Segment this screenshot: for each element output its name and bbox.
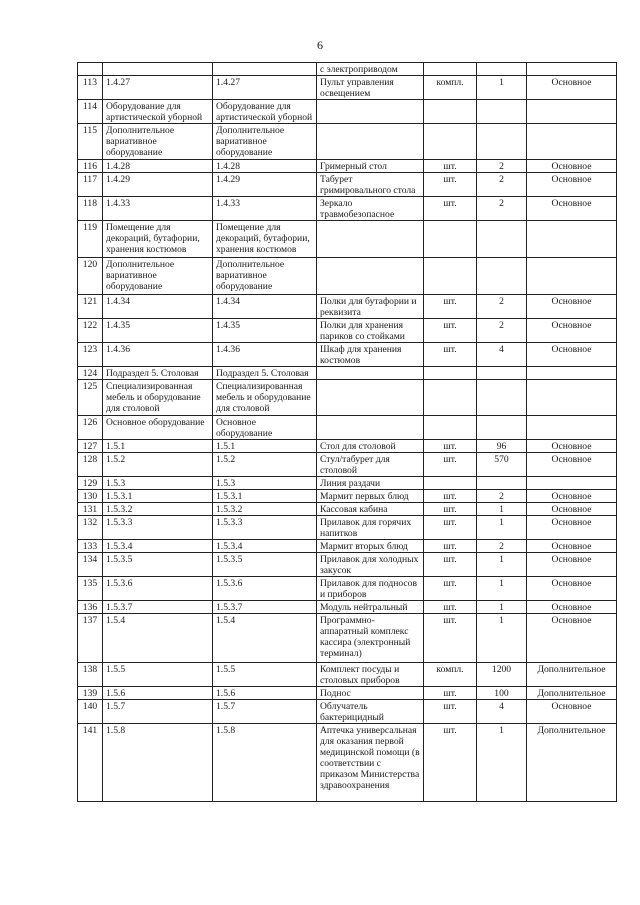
quantity-cell: [477, 416, 527, 440]
quantity-cell: [477, 380, 527, 416]
code-cell: 1.5.1: [213, 440, 317, 453]
unit-cell: шт.: [424, 724, 477, 802]
code-cell: Оборудование для артистической уборной: [213, 100, 317, 124]
unit-cell: шт.: [424, 503, 477, 516]
code-cell: 1.5.3.7: [103, 601, 213, 614]
code-cell: Помещение для декораций, бутафории, хранения костюмов: [213, 221, 317, 258]
code-cell: 1.5.2: [213, 453, 317, 477]
status-cell: Основное: [527, 553, 617, 577]
unit-cell: шт.: [424, 553, 477, 577]
code-cell: 1.5.3.3: [213, 516, 317, 540]
code-cell: 1.5.3.1: [103, 490, 213, 503]
item-name-cell: Полки для хранения париков со стойками: [317, 319, 424, 343]
item-name-cell: Мармит первых блюд: [317, 490, 424, 503]
code-cell: 1.5.3.1: [213, 490, 317, 503]
equipment-table-body: [78, 63, 617, 802]
status-cell: [527, 100, 617, 124]
code-cell: Специализированная мебель и оборудование для столовой: [213, 380, 317, 416]
table-row: [78, 503, 617, 516]
row-number-cell: 115: [78, 124, 103, 160]
code-cell: 1.5.7: [103, 700, 213, 724]
unit-cell: [424, 477, 477, 490]
table-row: [78, 258, 617, 295]
code-cell: Основное оборудование: [103, 416, 213, 440]
code-cell: 1.4.33: [213, 197, 317, 221]
status-cell: Основное: [527, 540, 617, 553]
status-cell: Основное: [527, 601, 617, 614]
unit-cell: шт.: [424, 490, 477, 503]
table-row: [78, 724, 617, 802]
table-row: [78, 477, 617, 490]
code-cell: Помещение для декораций, бутафории, хранения костюмов: [103, 221, 213, 258]
quantity-cell: 2: [477, 197, 527, 221]
quantity-cell: 100: [477, 687, 527, 700]
row-number-cell: 140: [78, 700, 103, 724]
table-row: [78, 490, 617, 503]
unit-cell: компл.: [424, 663, 477, 687]
item-name-cell: [317, 221, 424, 258]
row-number-cell: 114: [78, 100, 103, 124]
table-row: [78, 663, 617, 687]
code-cell: [103, 63, 213, 76]
item-name-cell: [317, 367, 424, 380]
quantity-cell: 1: [477, 724, 527, 802]
status-cell: [527, 221, 617, 258]
status-cell: Основное: [527, 76, 617, 100]
item-name-cell: Линия раздачи: [317, 477, 424, 490]
item-name-cell: Мармит вторых блюд: [317, 540, 424, 553]
quantity-cell: 4: [477, 700, 527, 724]
code-cell: Дополнительное вариативное оборудование: [103, 258, 213, 295]
quantity-cell: [477, 258, 527, 295]
quantity-cell: [477, 124, 527, 160]
code-cell: 1.4.33: [103, 197, 213, 221]
code-cell: Оборудование для артистической уборной: [103, 100, 213, 124]
code-cell: 1.5.3.4: [103, 540, 213, 553]
table-row: [78, 380, 617, 416]
code-cell: 1.5.3.6: [213, 577, 317, 601]
item-name-cell: Пульт управления освещением: [317, 76, 424, 100]
item-name-cell: Аптечка универсальная для оказания первой медицинской помощи (в соответствии с приказом Министерства здравоохранения: [317, 724, 424, 802]
status-cell: Дополнительное: [527, 663, 617, 687]
quantity-cell: 570: [477, 453, 527, 477]
code-cell: 1.4.35: [103, 319, 213, 343]
table-row: [78, 343, 617, 367]
row-number-cell: 132: [78, 516, 103, 540]
code-cell: 1.5.3.2: [213, 503, 317, 516]
code-cell: 1.5.4: [103, 614, 213, 663]
quantity-cell: 4: [477, 343, 527, 367]
table-row: [78, 295, 617, 319]
row-number-cell: 135: [78, 577, 103, 601]
row-number-cell: 129: [78, 477, 103, 490]
table-row: [78, 601, 617, 614]
row-number-cell: 123: [78, 343, 103, 367]
row-number-cell: 120: [78, 258, 103, 295]
code-cell: 1.5.6: [103, 687, 213, 700]
status-cell: Основное: [527, 319, 617, 343]
table-row: [78, 516, 617, 540]
item-name-cell: Комплект посуды и столовых приборов: [317, 663, 424, 687]
quantity-cell: 1: [477, 516, 527, 540]
code-cell: 1.5.5: [103, 663, 213, 687]
page-number: 6: [317, 38, 323, 52]
code-cell: 1.5.3.5: [213, 553, 317, 577]
unit-cell: [424, 124, 477, 160]
item-name-cell: [317, 380, 424, 416]
item-name-cell: Гримерный стол: [317, 160, 424, 173]
unit-cell: [424, 416, 477, 440]
status-cell: Основное: [527, 503, 617, 516]
code-cell: Подраздел 5. Столовая: [103, 367, 213, 380]
quantity-cell: 2: [477, 540, 527, 553]
row-number-cell: 117: [78, 173, 103, 197]
row-number-cell: 134: [78, 553, 103, 577]
item-name-cell: Стул/табурет для столовой: [317, 453, 424, 477]
code-cell: 1.4.29: [213, 173, 317, 197]
status-cell: [527, 380, 617, 416]
status-cell: Основное: [527, 197, 617, 221]
unit-cell: [424, 221, 477, 258]
unit-cell: шт.: [424, 453, 477, 477]
quantity-cell: [477, 100, 527, 124]
unit-cell: шт.: [424, 319, 477, 343]
row-number-cell: [78, 63, 103, 76]
row-number-cell: 131: [78, 503, 103, 516]
code-cell: 1.4.28: [213, 160, 317, 173]
table-row: [78, 440, 617, 453]
row-number-cell: 116: [78, 160, 103, 173]
item-name-cell: [317, 258, 424, 295]
unit-cell: [424, 367, 477, 380]
row-number-cell: 126: [78, 416, 103, 440]
code-cell: 1.4.36: [213, 343, 317, 367]
status-cell: [527, 124, 617, 160]
code-cell: 1.5.3: [213, 477, 317, 490]
table-row: [78, 453, 617, 477]
code-cell: 1.5.3: [103, 477, 213, 490]
code-cell: 1.4.34: [213, 295, 317, 319]
status-cell: Основное: [527, 173, 617, 197]
unit-cell: шт.: [424, 440, 477, 453]
item-name-cell: с электроприводом: [317, 63, 424, 76]
unit-cell: шт.: [424, 577, 477, 601]
table-row: [78, 221, 617, 258]
item-name-cell: [317, 416, 424, 440]
unit-cell: шт.: [424, 197, 477, 221]
quantity-cell: 2: [477, 490, 527, 503]
unit-cell: шт.: [424, 540, 477, 553]
code-cell: 1.5.3.6: [103, 577, 213, 601]
status-cell: Основное: [527, 700, 617, 724]
row-number-cell: 124: [78, 367, 103, 380]
code-cell: 1.5.3.7: [213, 601, 317, 614]
unit-cell: шт.: [424, 687, 477, 700]
code-cell: 1.5.3.2: [103, 503, 213, 516]
quantity-cell: 1: [477, 614, 527, 663]
table-row: [78, 416, 617, 440]
quantity-cell: 1: [477, 577, 527, 601]
code-cell: [213, 63, 317, 76]
row-number-cell: 138: [78, 663, 103, 687]
unit-cell: шт.: [424, 173, 477, 197]
quantity-cell: 1: [477, 503, 527, 516]
code-cell: 1.5.3.4: [213, 540, 317, 553]
code-cell: 1.5.8: [103, 724, 213, 802]
quantity-cell: 1: [477, 76, 527, 100]
code-cell: 1.5.7: [213, 700, 317, 724]
quantity-cell: [477, 63, 527, 76]
status-cell: Основное: [527, 516, 617, 540]
code-cell: 1.5.8: [213, 724, 317, 802]
item-name-cell: Поднос: [317, 687, 424, 700]
table-row: [78, 124, 617, 160]
quantity-cell: 1: [477, 601, 527, 614]
status-cell: [527, 258, 617, 295]
item-name-cell: Табурет гримировального стола: [317, 173, 424, 197]
table-row: [78, 540, 617, 553]
item-name-cell: Кассовая кабина: [317, 503, 424, 516]
code-cell: 1.4.27: [103, 76, 213, 100]
code-cell: Дополнительное вариативное оборудование: [103, 124, 213, 160]
table-row: [78, 100, 617, 124]
item-name-cell: Шкаф для хранения костюмов: [317, 343, 424, 367]
code-cell: 1.4.28: [103, 160, 213, 173]
row-number-cell: 125: [78, 380, 103, 416]
quantity-cell: 2: [477, 295, 527, 319]
status-cell: [527, 477, 617, 490]
row-number-cell: 121: [78, 295, 103, 319]
item-name-cell: [317, 124, 424, 160]
code-cell: 1.4.27: [213, 76, 317, 100]
row-number-cell: 127: [78, 440, 103, 453]
status-cell: Основное: [527, 577, 617, 601]
row-number-cell: 128: [78, 453, 103, 477]
table-row: [78, 63, 617, 76]
code-cell: Дополнительное вариативное оборудование: [213, 124, 317, 160]
code-cell: Специализированная мебель и оборудование для столовой: [103, 380, 213, 416]
unit-cell: шт.: [424, 700, 477, 724]
code-cell: Дополнительное вариативное оборудование: [213, 258, 317, 295]
quantity-cell: 2: [477, 319, 527, 343]
item-name-cell: Облучатель бактерицидный: [317, 700, 424, 724]
table-row: [78, 687, 617, 700]
item-name-cell: Зеркало травмобезопасное: [317, 197, 424, 221]
unit-cell: [424, 63, 477, 76]
row-number-cell: 118: [78, 197, 103, 221]
unit-cell: компл.: [424, 76, 477, 100]
unit-cell: [424, 380, 477, 416]
quantity-cell: 96: [477, 440, 527, 453]
item-name-cell: Стол для столовой: [317, 440, 424, 453]
row-number-cell: 119: [78, 221, 103, 258]
table-row: [78, 553, 617, 577]
row-number-cell: 137: [78, 614, 103, 663]
status-cell: Основное: [527, 490, 617, 503]
unit-cell: шт.: [424, 343, 477, 367]
item-name-cell: Модуль нейтральный: [317, 601, 424, 614]
code-cell: 1.5.6: [213, 687, 317, 700]
status-cell: Дополнительное: [527, 724, 617, 802]
unit-cell: [424, 258, 477, 295]
equipment-table: [77, 62, 617, 802]
status-cell: [527, 367, 617, 380]
quantity-cell: [477, 367, 527, 380]
table-row: [78, 76, 617, 100]
row-number-cell: 136: [78, 601, 103, 614]
item-name-cell: Прилавок для холодных закусок: [317, 553, 424, 577]
code-cell: 1.5.4: [213, 614, 317, 663]
quantity-cell: [477, 477, 527, 490]
row-number-cell: 113: [78, 76, 103, 100]
table-row: [78, 614, 617, 663]
code-cell: 1.4.36: [103, 343, 213, 367]
row-number-cell: 122: [78, 319, 103, 343]
code-cell: 1.5.3.5: [103, 553, 213, 577]
code-cell: 1.4.35: [213, 319, 317, 343]
row-number-cell: 130: [78, 490, 103, 503]
unit-cell: шт.: [424, 614, 477, 663]
status-cell: [527, 63, 617, 76]
table-row: [78, 577, 617, 601]
unit-cell: шт.: [424, 516, 477, 540]
status-cell: Основное: [527, 295, 617, 319]
status-cell: Основное: [527, 160, 617, 173]
status-cell: Основное: [527, 440, 617, 453]
table-row: [78, 160, 617, 173]
unit-cell: шт.: [424, 601, 477, 614]
item-name-cell: Полки для бутафории и реквизита: [317, 295, 424, 319]
status-cell: Основное: [527, 614, 617, 663]
code-cell: Основное оборудование: [213, 416, 317, 440]
unit-cell: [424, 100, 477, 124]
item-name-cell: [317, 100, 424, 124]
unit-cell: шт.: [424, 160, 477, 173]
quantity-cell: [477, 221, 527, 258]
unit-cell: шт.: [424, 295, 477, 319]
item-name-cell: Прилавок для горячих напитков: [317, 516, 424, 540]
quantity-cell: 1: [477, 553, 527, 577]
row-number-cell: 133: [78, 540, 103, 553]
code-cell: 1.5.2: [103, 453, 213, 477]
row-number-cell: 141: [78, 724, 103, 802]
code-cell: 1.5.5: [213, 663, 317, 687]
code-cell: 1.5.1: [103, 440, 213, 453]
code-cell: 1.4.34: [103, 295, 213, 319]
quantity-cell: 2: [477, 173, 527, 197]
code-cell: Подраздел 5. Столовая: [213, 367, 317, 380]
status-cell: Основное: [527, 343, 617, 367]
row-number-cell: 139: [78, 687, 103, 700]
quantity-cell: 2: [477, 160, 527, 173]
item-name-cell: Программно-аппаратный комплекс кассира (электронный терминал): [317, 614, 424, 663]
item-name-cell: Прилавок для подносов и приборов: [317, 577, 424, 601]
status-cell: [527, 416, 617, 440]
table-row: [78, 700, 617, 724]
table-row: [78, 319, 617, 343]
table-row: [78, 173, 617, 197]
status-cell: Дополнительное: [527, 687, 617, 700]
status-cell: Основное: [527, 453, 617, 477]
table-row: [78, 367, 617, 380]
quantity-cell: 1200: [477, 663, 527, 687]
code-cell: 1.5.3.3: [103, 516, 213, 540]
table-row: [78, 197, 617, 221]
code-cell: 1.4.29: [103, 173, 213, 197]
